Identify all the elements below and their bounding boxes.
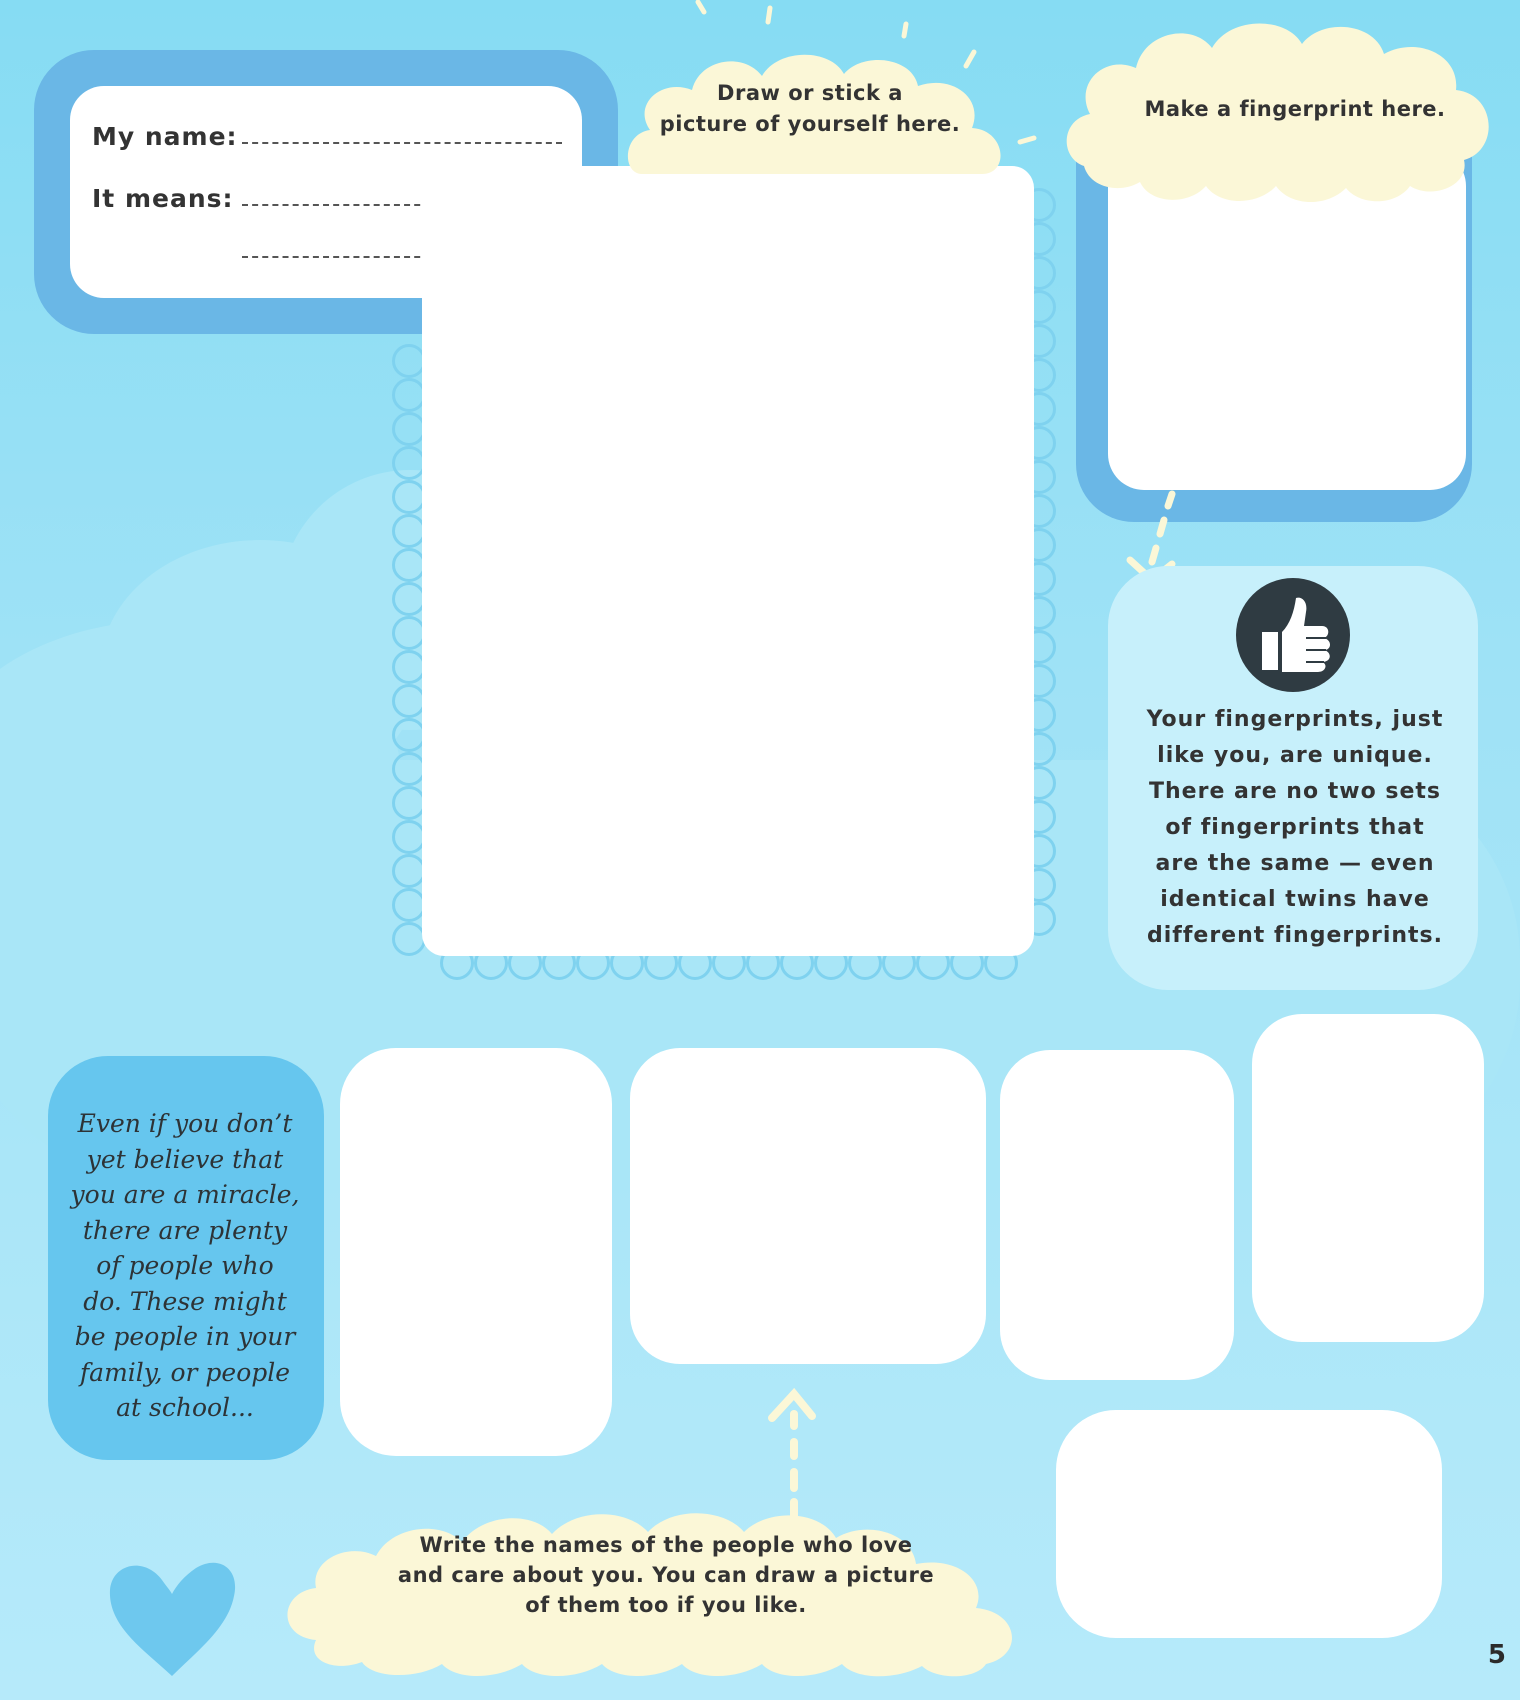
fact-line: of fingerprints that — [1165, 815, 1425, 840]
person-box-3[interactable] — [1000, 1050, 1234, 1380]
scallop-bump — [392, 752, 426, 786]
scallop-bump — [392, 650, 426, 684]
scallop-bump — [392, 412, 426, 446]
fact-line: different fingerprints. — [1146, 923, 1444, 948]
page-number: 5 — [1487, 1640, 1506, 1670]
names-prompt-line3: of them too if you like. — [525, 1593, 807, 1617]
fact-line: like you, are unique. — [1157, 743, 1433, 768]
note-line: yet believe that — [86, 1144, 284, 1174]
names-prompt-line2: and care about you. You can draw a picture — [397, 1563, 935, 1587]
person-box-4[interactable] — [1252, 1014, 1484, 1342]
scallop-bump — [392, 344, 426, 378]
scallop-bump — [392, 616, 426, 650]
self-portrait-area[interactable] — [422, 166, 1034, 956]
note-line: Even if you don’t — [77, 1109, 293, 1138]
fact-line: identical twins have — [1160, 887, 1430, 912]
fingerprint-fact-text — [1120, 702, 1470, 954]
fact-line: Your fingerprints, just — [1146, 707, 1444, 732]
scallop-bump — [392, 718, 426, 752]
note-line: family, or people — [79, 1357, 291, 1387]
fingerprint-prompt: Make a fingerprint here. — [1144, 97, 1446, 121]
scallop-bump — [392, 684, 426, 718]
thumbs-up-icon — [1236, 578, 1350, 692]
note-line: you are a miracle, — [70, 1180, 300, 1209]
scallop-bump — [392, 922, 426, 956]
note-line: do. These might — [83, 1286, 287, 1316]
scallop-bump — [392, 446, 426, 480]
note-line: of people who — [96, 1251, 274, 1280]
miracle-note-text — [52, 1106, 318, 1426]
scallop-bump — [392, 854, 426, 888]
fact-line: There are no two sets — [1149, 779, 1441, 804]
scallop-bump — [392, 820, 426, 854]
photo-prompt-line1: Draw or stick a — [717, 81, 903, 105]
scallop-bump — [392, 786, 426, 820]
scallop-bump — [392, 548, 426, 582]
name-line[interactable] — [242, 142, 562, 144]
note-line: be people in your — [74, 1322, 296, 1351]
fact-line: are the same — even — [1155, 851, 1435, 876]
note-line: there are plenty — [82, 1215, 288, 1245]
photo-prompt-line2: picture of yourself here. — [659, 112, 961, 136]
meaning-label: It means: — [92, 184, 234, 213]
person-box-2[interactable] — [630, 1048, 986, 1364]
scallop-bump — [392, 378, 426, 412]
note-line: at school... — [116, 1393, 254, 1422]
scallop-bump — [392, 582, 426, 616]
names-prompt-line1: Write the names of the people who love — [419, 1533, 913, 1557]
person-box-5[interactable] — [1056, 1410, 1442, 1638]
scallop-bump — [392, 888, 426, 922]
name-label: My name: — [92, 122, 238, 151]
sparkle-lines — [680, 0, 1040, 160]
heart-icon — [104, 1550, 240, 1680]
person-box-1[interactable] — [340, 1048, 612, 1456]
scallop-bump — [392, 514, 426, 548]
scallop-bump — [392, 480, 426, 514]
